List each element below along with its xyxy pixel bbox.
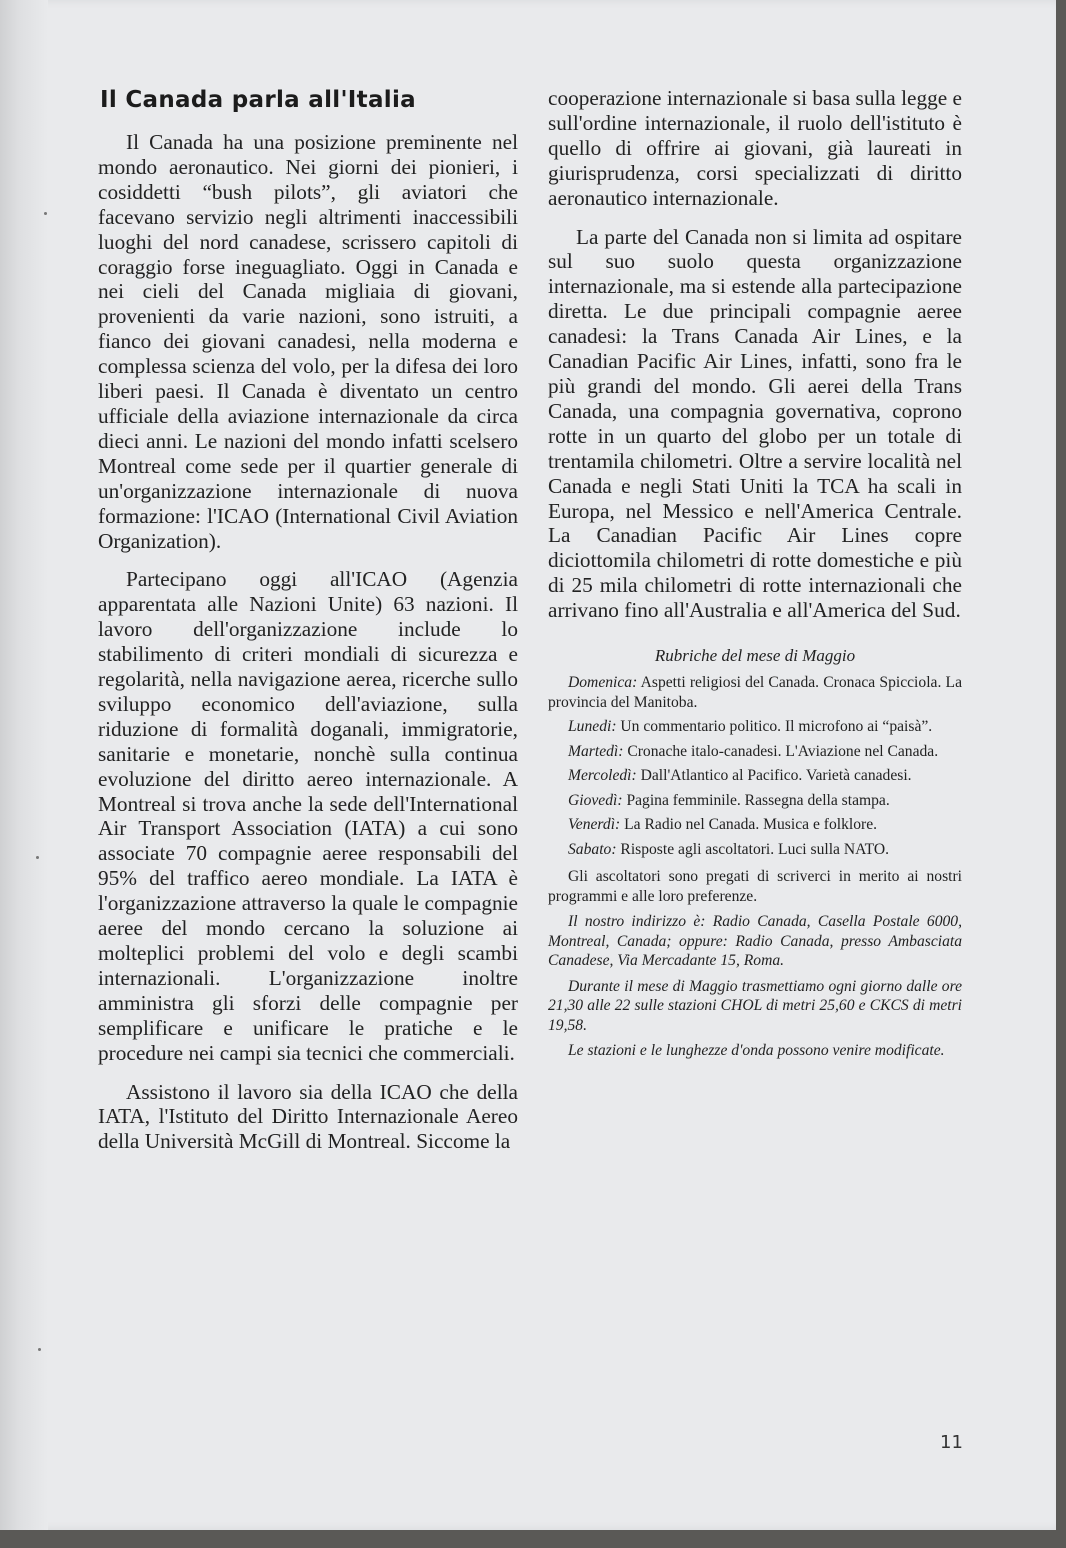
schedule-item xyxy=(548,766,962,786)
frequency-disclaimer: Le stazioni e le lunghezze d'onda possono venire modificate. xyxy=(568,1042,945,1060)
left-column xyxy=(98,86,518,1154)
schedule-text: Un commentario politico. Il microfono ai “paisà”. xyxy=(616,718,933,736)
schedule-text: Cronache italo-canadesi. L'Aviazione nel Canada. xyxy=(623,742,939,760)
speck xyxy=(36,856,39,859)
schedule-item xyxy=(548,840,962,860)
right-column xyxy=(548,86,962,1061)
article-continuation xyxy=(548,86,962,623)
schedule-day: Martedì: xyxy=(568,742,624,760)
schedule-day: Mercoledì: xyxy=(568,767,637,785)
speck xyxy=(44,212,47,215)
page-number: 11 xyxy=(940,1432,963,1453)
postal-address: Il nostro indirizzo è: Radio Canada, Casella Postale 6000, Montreal, Canada; oppure: Radio Canada, presso Ambasciata Canadese, Via Mercadante 15, Roma. xyxy=(548,913,962,970)
schedule-item xyxy=(548,742,962,762)
schedule-list xyxy=(548,673,962,1061)
schedule-text: La Radio nel Canada. Musica e folklore. xyxy=(620,816,878,834)
article-paragraph: La parte del Canada non si limita ad ospitare sul suo suolo questa organizzazione internazionale, ma si estende alla partecipazione diretta. Le due principali compagnie aeree canadesi: la Trans Canada Air Lines, e la Canadian Pacific Air Lines, infatti, sono fra le più grandi del mondo. Gli aerei della Trans Canada, una compagnia governativa, coprono rotte in un quarto del globo per un totale di trentamila chilometri. Oltre a servire località nel Canada e negli Stati Uniti la TCA ha scali in Europa, nel Messico e nell'America Centrale. La Canadian Pacific Air Lines copre diciottomila chilometri di rotte domestiche e più di 25 mila chilometri di rotte internazionali che arrivano fino all'Australia e all'America del Sud. xyxy=(548,224,962,623)
schedule-item xyxy=(548,673,962,712)
schedule-title: Rubriche del mese di Maggio xyxy=(654,646,856,666)
schedule-text: Pagina femminile. Rassegna della stampa. xyxy=(622,791,890,809)
article-paragraph: cooperazione internazionale si basa sulla legge e sull'ordine internazionale, il ruolo dell'istituto è quello di offrire ai giovani, già laureati in giurisprudenza, corsi specializzati di diritto aeronautico internazionale. xyxy=(548,86,962,210)
broadcast-info: Durante il mese di Maggio trasmettiamo ogni giorno dalle ore 21,30 alle 22 sulle stazioni CHOL di metri 25,60 e CKCS di metri 19,58. xyxy=(548,977,962,1034)
schedule-day: Sabato: xyxy=(568,840,617,858)
schedule-item xyxy=(548,815,962,835)
schedule-day: Giovedì: xyxy=(568,791,623,809)
schedule-day: Venerdì: xyxy=(568,816,621,834)
schedule-text: Dall'Atlantico al Pacifico. Varietà canadesi. xyxy=(636,767,912,785)
listener-note: Gli ascoltatori sono pregati di scriverci in merito ai nostri programmi e alle loro preferenze. xyxy=(548,868,962,905)
speck xyxy=(38,1348,41,1351)
article-title: Il Canada parla all'Italia xyxy=(100,87,416,113)
article-paragraph: Partecipano oggi all'ICAO (Agenzia apparentata alle Nazioni Unite) 63 nazioni. Il lavoro dell'organizzazione include lo stabilimento di criteri mondiali di sicurezza e regolarità, nella navigazione aerea, ricerche sullo sviluppo economico dell'aviazione, sulla riduzione di formalità doganali, immigratorie, sanitarie e monetarie, nonchè sulla continua evoluzione del diritto aereo internazionale. A Montreal si trova anche la sede dell'International Air Transport Association (IATA) a cui sono associate 70 compagnie aeree responsabili del 95% del traffico aereo mondiale. La IATA è l'organizzazione attraverso la quale le compagnie aeree del mondo cercano la soluzione ai molteplici problemi del volo e degli scambi internazionali. L'organizzazione inoltre amministra gli sforzi delle compagnie per semplificare e unificare le pratiche e le procedure nei campi sia tecnici che commerciali. xyxy=(98,567,518,1065)
schedule-day: Domenica: xyxy=(568,674,638,692)
binding-gutter xyxy=(0,0,48,1530)
article-paragraph: Assistono il lavoro sia della ICAO che della IATA, l'Istituto del Diritto Internazionale Aereo della Università McGill di Montreal. Siccome la xyxy=(98,1079,518,1154)
schedule-item xyxy=(548,717,962,737)
schedule-item xyxy=(548,791,962,811)
schedule-text: Aspetti religiosi del Canada. Cronaca Spicciola. La provincia del Manitoba. xyxy=(548,674,962,711)
schedule-text: Risposte agli ascoltatori. Luci sulla NATO. xyxy=(616,840,890,858)
article-paragraph: Il Canada ha una posizione preminente nel mondo aeronautico. Nei giorni dei pionieri, i cosiddetti “bush pilots”, gli aviatori che facevano servizio negli altrimenti inaccessibili luoghi del nord canadese, scrissero capitoli di coraggio forse ineguagliato. Oggi in Canada e nei cieli del Canada migliaia di giovani, provenienti da varie nazioni, sono istruiti, a fianco dei giovani canadesi, nella moderna e complessa scienza del volo, per la difesa dei loro liberi paesi. Il Canada è diventato un centro ufficiale della aviazione internazionale da circa dieci anni. Le nazioni del mondo infatti scelsero Montreal come sede per il quartier generale di un'organizzazione internazionale di nuova formazione: l'ICAO (International Civil Aviation Organization). xyxy=(98,130,518,553)
schedule-day: Lunedi: xyxy=(568,718,617,736)
